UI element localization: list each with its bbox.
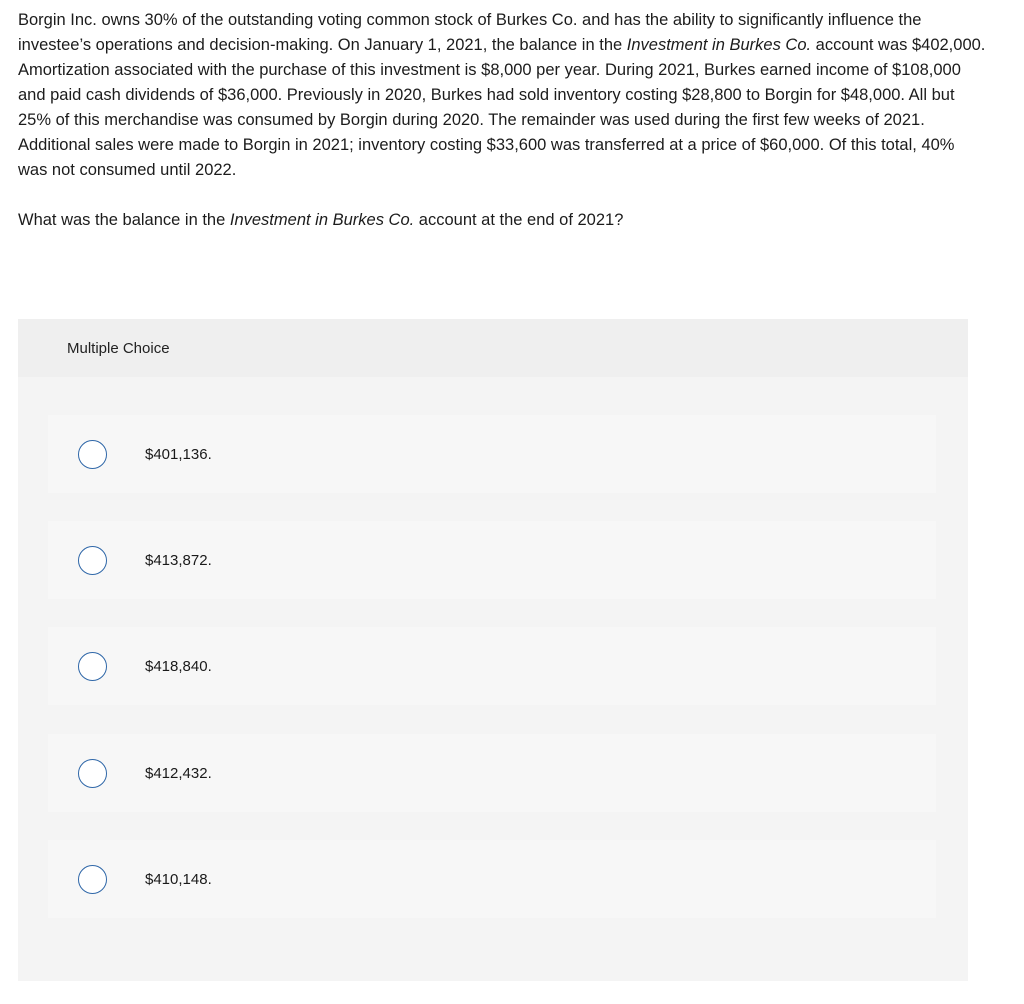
choice-option-1[interactable] bbox=[48, 415, 936, 493]
choice-label: $418,840. bbox=[145, 657, 212, 675]
radio-button-icon[interactable] bbox=[78, 652, 107, 681]
multiple-choice-panel bbox=[18, 319, 968, 981]
radio-button-icon[interactable] bbox=[78, 759, 107, 788]
choice-label: $413,872. bbox=[145, 551, 212, 569]
radio-button-icon[interactable] bbox=[78, 546, 107, 575]
question-body-part-1: Borgin Inc. owns 30% of the outstanding voting common stock of Burkes Co. and has the ability to significantly influence the investee’s operations and decision-making. On January 1, 2021, the balance in the bbox=[18, 11, 922, 54]
question-prompt-part-1: What was the balance in the bbox=[18, 211, 230, 229]
choice-option-5[interactable] bbox=[48, 840, 936, 918]
radio-button-icon[interactable] bbox=[78, 440, 107, 469]
choice-option-3[interactable] bbox=[48, 627, 936, 705]
question-prompt-part-2: account at the end of 2021? bbox=[414, 211, 624, 229]
radio-button-icon[interactable] bbox=[78, 865, 107, 894]
multiple-choice-header: Multiple Choice bbox=[18, 319, 968, 377]
question-prompt bbox=[18, 208, 988, 233]
choice-option-4[interactable] bbox=[48, 734, 936, 812]
question-prompt-account-name: Investment in Burkes Co. bbox=[229, 211, 415, 229]
question-body bbox=[18, 8, 988, 183]
choice-label: $401,136. bbox=[145, 445, 212, 463]
question-body-account-name: Investment in Burkes Co. bbox=[626, 36, 812, 54]
question-body-part-2: account was $402,000. Amortization associated with the purchase of this investment is $8,000 per year. During 2021, Burkes earned income of $108,000 and paid cash dividends of $36,000. Previously in 2020, Burkes had sold inventory costing $28,800 to Borgin for $48,000. All but 25% of this merchandise was consumed by Borgin during 2020. The remainder was used during the first few weeks of 2021. Additional sales were made to Borgin in 2021; inventory costing $33,600 was transferred at a price of $60,000. Of this total, 40% was not consumed until 2022. bbox=[18, 36, 986, 179]
choice-label: $410,148. bbox=[145, 870, 212, 888]
choice-option-2[interactable] bbox=[48, 521, 936, 599]
question-text bbox=[18, 8, 988, 233]
choice-label: $412,432. bbox=[145, 764, 212, 782]
